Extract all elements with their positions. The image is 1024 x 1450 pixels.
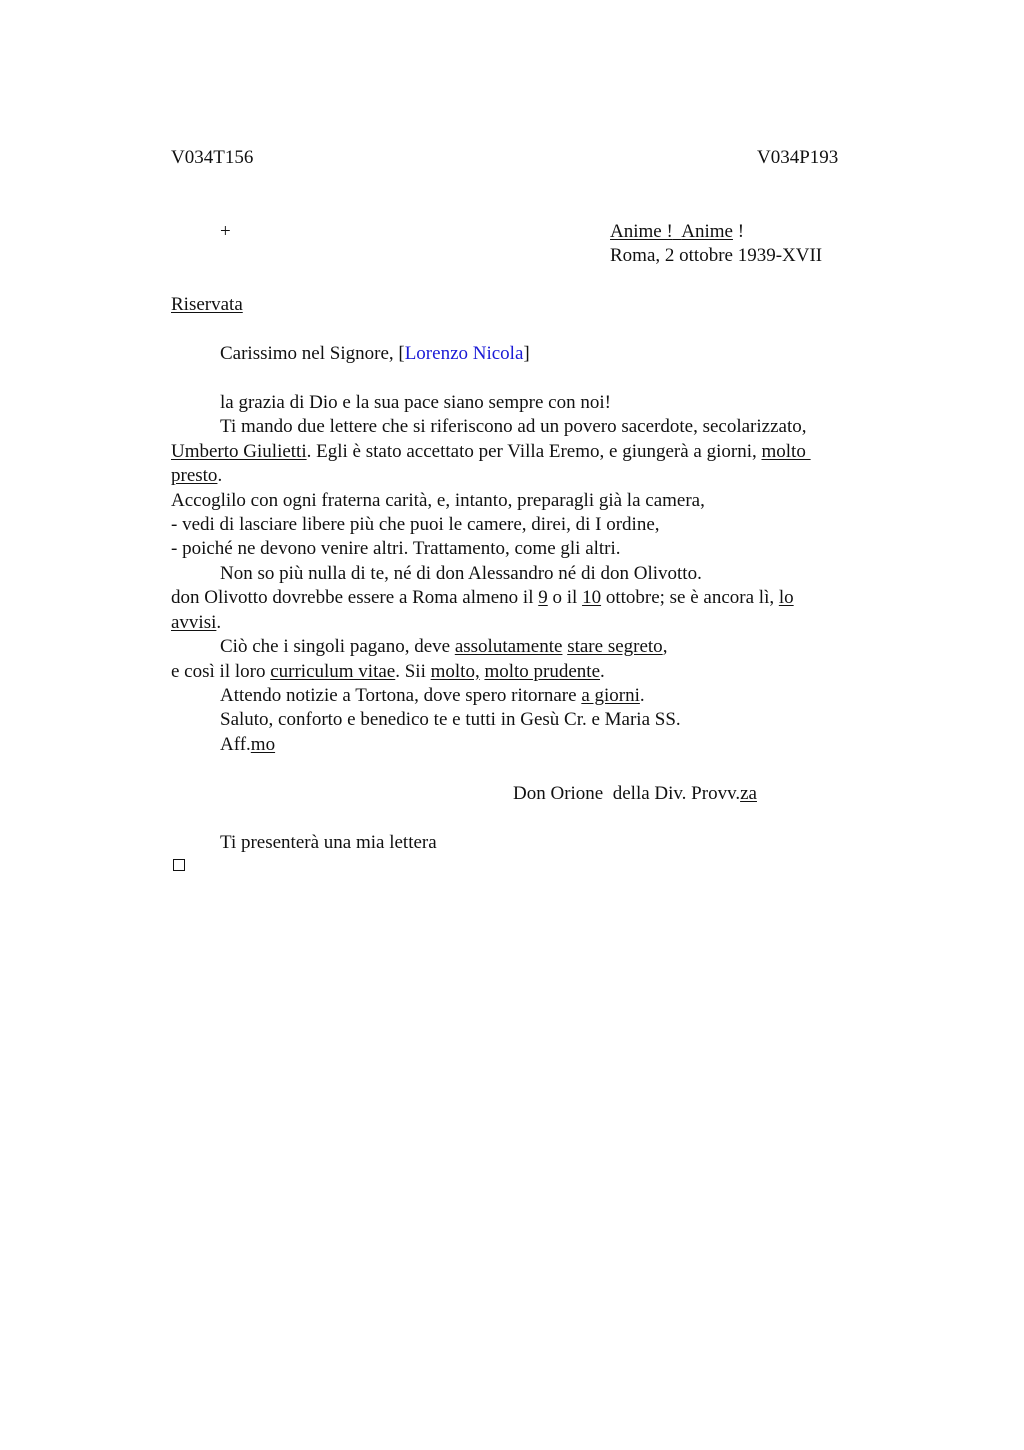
body-line-7: - poiché ne devono venire altri. Trattamento, come gli altri. bbox=[171, 538, 621, 559]
document-code-right: V034P193 bbox=[757, 147, 839, 168]
body-line-12-underlined-3: molto prudente bbox=[484, 661, 601, 682]
classification-label: Riservata bbox=[171, 294, 243, 315]
body-line-9-b: o il bbox=[547, 587, 583, 608]
date-day-10: 10 bbox=[582, 587, 602, 608]
body-line-12-underlined-2: molto, bbox=[430, 661, 480, 682]
document-code-left: V034T156 bbox=[171, 147, 254, 168]
body-line-10-end: . bbox=[216, 612, 222, 633]
body-line-12-a: e così il loro bbox=[171, 661, 271, 682]
empty-box-icon bbox=[173, 859, 185, 871]
motto bbox=[610, 220, 744, 244]
body-line-11-end: , bbox=[662, 636, 668, 657]
postscript: Ti presenterà una mia lettera bbox=[220, 832, 437, 853]
body-line-2: Ti mando due lettere che si riferiscono ad un povero sacerdote, secolarizzato, bbox=[220, 416, 807, 437]
body-line-3-text: . Egli è stato accettato per Villa Eremo, e giungerà a giorni, bbox=[306, 441, 762, 462]
body-line-8: Non so più nulla di te, né di don Alessandro né di don Olivotto. bbox=[220, 563, 702, 584]
body-line-9-a: don Olivotto dovrebbe essere a Roma almeno il bbox=[171, 587, 539, 608]
priest-name: Umberto Giulietti bbox=[171, 441, 307, 462]
place-date: Roma, 2 ottobre 1939-XVII bbox=[610, 245, 823, 266]
motto-part-2: Anime bbox=[681, 221, 733, 242]
body-line-3-underlined: molto bbox=[761, 441, 811, 462]
motto-gap bbox=[673, 221, 681, 242]
body-line-1: la grazia di Dio e la sua pace siano sempre con noi! bbox=[220, 392, 611, 413]
body-line-9 bbox=[171, 586, 794, 610]
body-line-6: - vedi di lasciare libere più che puoi le camere, direi, di I ordine, bbox=[171, 514, 660, 535]
body-line-12-end: . bbox=[600, 661, 605, 682]
body-line-13-underlined: a giorni bbox=[581, 685, 640, 706]
body-line-11-underlined-2: stare segreto bbox=[567, 636, 663, 657]
body-line-11-underlined-1: assolutamente bbox=[454, 636, 563, 657]
body-line-13-a: Attendo notizie a Tortona, dove spero ritornare bbox=[220, 685, 582, 706]
signature bbox=[513, 782, 757, 806]
body-line-10-underlined: avvisi bbox=[171, 612, 217, 633]
body-line-5: Accoglilo con ogni fraterna carità, e, intanto, preparagli già la camera, bbox=[171, 490, 705, 511]
closing-text: Aff. bbox=[220, 734, 251, 755]
salutation-close: ] bbox=[523, 343, 530, 364]
signature-suffix: za bbox=[740, 783, 757, 804]
body-line-12-b: . Sii bbox=[395, 661, 431, 682]
body-line-13 bbox=[220, 684, 645, 708]
body-line-11-a: Ciò che i singoli pagano, deve bbox=[220, 636, 455, 657]
closing-suffix: mo bbox=[250, 734, 276, 755]
body-line-4-end: . bbox=[217, 465, 223, 486]
body-line-9-underlined: lo bbox=[778, 587, 794, 608]
closing bbox=[220, 733, 275, 757]
date-day-9: 9 bbox=[538, 587, 548, 608]
body-line-3 bbox=[171, 440, 811, 464]
body-line-4 bbox=[171, 464, 222, 488]
motto-tail: ! bbox=[732, 221, 745, 242]
body-line-12 bbox=[171, 660, 605, 684]
salutation bbox=[220, 342, 530, 366]
signature-text: Don Orione della Div. Provv. bbox=[513, 783, 741, 804]
salutation-text: Carissimo nel Signore, [ bbox=[220, 343, 405, 364]
cross-symbol: + bbox=[220, 221, 231, 242]
body-line-14: Saluto, conforto e benedico te e tutti in Gesù Cr. e Maria SS. bbox=[220, 709, 681, 730]
body-line-13-end: . bbox=[639, 685, 645, 706]
recipient-name: Lorenzo Nicola bbox=[404, 343, 524, 364]
body-line-9-c: ottobre; se è ancora lì, bbox=[601, 587, 779, 608]
body-line-10 bbox=[171, 611, 221, 635]
body-line-4-underlined: presto bbox=[171, 465, 218, 486]
body-line-11 bbox=[220, 635, 667, 659]
body-line-12-underlined-1: curriculum vitae bbox=[270, 661, 396, 682]
motto-part-1: Anime ! bbox=[610, 221, 673, 242]
